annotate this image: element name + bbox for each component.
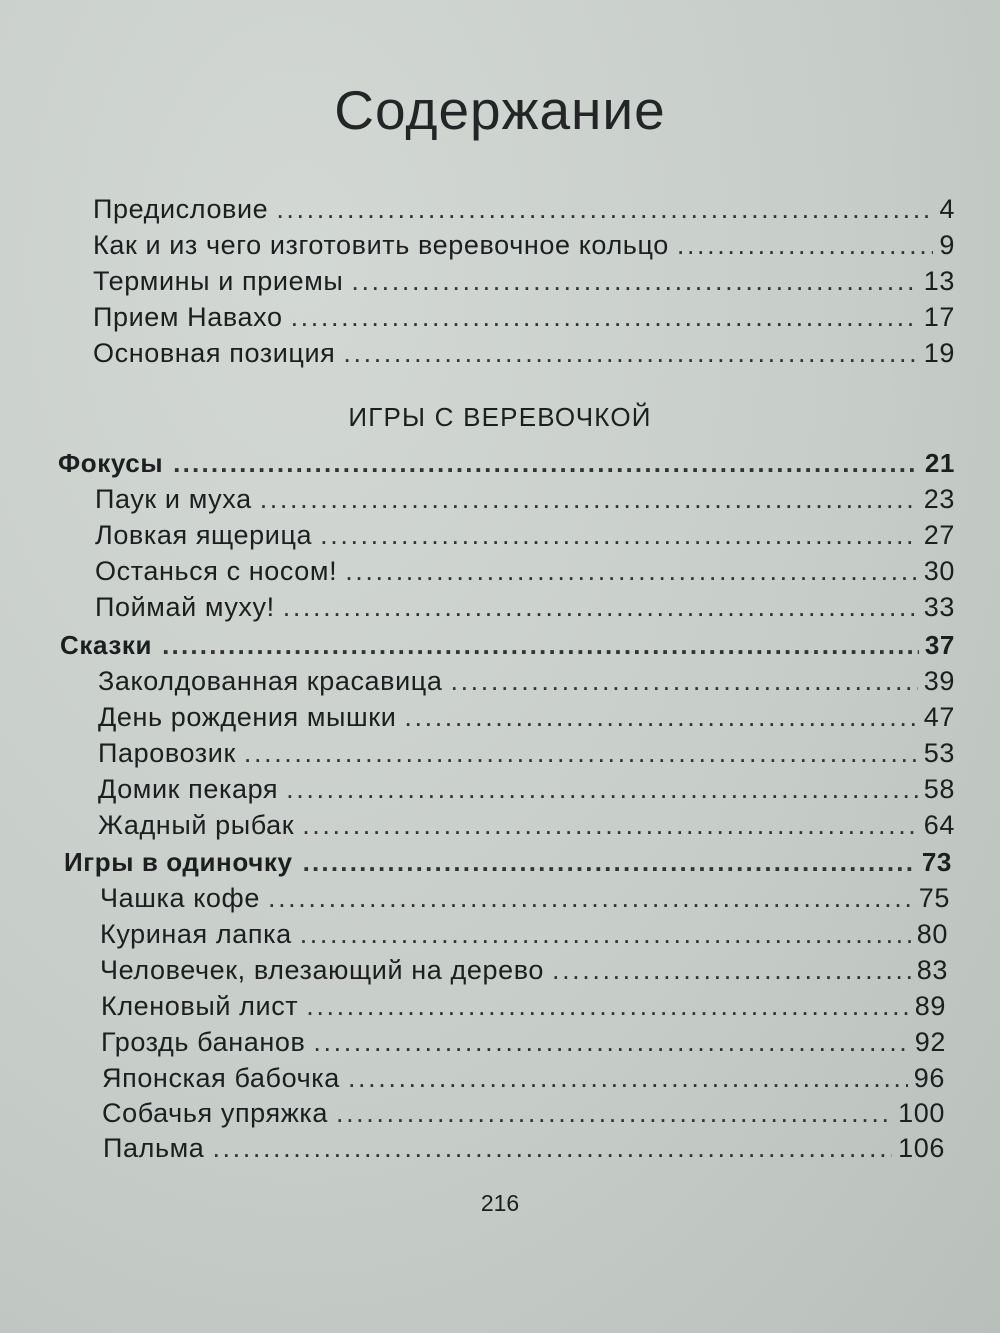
toc-entry-label: Японская бабочка	[102, 1063, 340, 1093]
toc-entry-label: Чашка кофе	[100, 883, 260, 913]
toc-entry-page: 9	[939, 230, 955, 260]
toc-entry-page: 27	[923, 520, 955, 550]
dot-leader	[677, 232, 934, 259]
toc-entry-page: 83	[916, 955, 948, 985]
dot-leader	[291, 304, 918, 331]
toc-entry-page: 47	[923, 702, 955, 732]
dot-leader	[552, 957, 911, 984]
toc-entry-label: Останься с носом!	[95, 556, 338, 586]
dot-leader	[302, 812, 918, 839]
toc-section-label: Фокусы	[58, 448, 164, 478]
toc-entry	[103, 1135, 945, 1167]
dot-leader	[313, 1029, 908, 1056]
toc-entry-label: Домик пекаря	[98, 774, 279, 804]
toc-section-label: Сказки	[60, 630, 153, 660]
toc-entry-page: 89	[914, 991, 946, 1021]
toc-entry-label: Паровозик	[98, 738, 236, 768]
toc-entry	[93, 232, 955, 264]
toc-entry-label: Ловкая ящерица	[95, 520, 313, 550]
toc-entry-page: 4	[939, 194, 955, 224]
toc-entry-label: Жадный рыбак	[98, 810, 295, 840]
toc-entry-page: 17	[923, 302, 955, 332]
dot-leader	[268, 885, 913, 912]
dot-leader	[348, 1065, 908, 1092]
toc-entry-page: 23	[923, 484, 955, 514]
toc-entry	[95, 594, 955, 626]
toc-entry-page: 53	[923, 738, 955, 768]
toc-entry-page: 64	[923, 810, 955, 840]
toc-entry-label: Основная позиция	[93, 338, 336, 368]
toc-entry	[102, 1065, 945, 1097]
dot-leader	[345, 558, 918, 585]
toc-entry-label: Гроздь бананов	[101, 1027, 306, 1057]
dot-leader	[286, 776, 918, 803]
toc-entry	[93, 268, 955, 300]
toc-entry	[93, 340, 955, 372]
toc-entry-page: 39	[923, 666, 955, 696]
dot-leader	[212, 1135, 892, 1162]
toc-entry-label: День рождения мышки	[98, 702, 397, 732]
toc-entry	[102, 1100, 945, 1132]
toc-entry-label: Прием Навахо	[93, 302, 283, 332]
toc-entry-page: 58	[923, 774, 955, 804]
toc-entry	[98, 776, 955, 808]
dot-leader	[320, 522, 918, 549]
dot-leader	[283, 594, 918, 621]
toc-entry-page: 33	[923, 592, 955, 622]
dot-leader	[244, 740, 918, 767]
dot-leader	[336, 1100, 892, 1127]
toc-entry	[98, 668, 955, 700]
dot-leader	[260, 486, 918, 513]
toc-entry	[93, 304, 955, 336]
toc-entry-label: Поймай муху!	[95, 592, 275, 622]
dot-leader	[276, 196, 933, 223]
dot-leader	[450, 668, 917, 695]
toc-entry-label: Термины и приемы	[93, 266, 344, 296]
toc-entry-label: Пальма	[103, 1133, 205, 1163]
toc-entry	[98, 704, 955, 736]
toc-entry-label: Человечек, влезающий на дерево	[100, 955, 544, 985]
toc-entry-page: 19	[923, 338, 955, 368]
toc-entry	[100, 957, 948, 989]
toc-entry-page: 96	[913, 1063, 945, 1093]
toc-section-page: 37	[924, 630, 955, 660]
dot-leader	[306, 993, 909, 1020]
page-number: 216	[480, 1190, 520, 1216]
dot-leader	[351, 268, 917, 295]
toc-entry	[95, 558, 955, 590]
dot-leader	[173, 450, 919, 476]
section-heading: ИГРЫ С ВЕРЕВОЧКОЙ	[348, 402, 652, 432]
toc-entry-label: Собачья упряжка	[102, 1098, 328, 1128]
toc-entry	[95, 522, 955, 554]
toc-section-entry	[64, 849, 952, 881]
dot-leader	[343, 340, 917, 367]
toc-section-page: 73	[921, 847, 952, 877]
toc-entry	[98, 740, 955, 772]
toc-entry	[93, 196, 955, 228]
toc-entry-page: 75	[918, 883, 950, 913]
toc-entry-label: Кленовый лист	[101, 991, 299, 1021]
toc-section-entry	[58, 450, 955, 482]
toc-entry	[95, 486, 955, 518]
dot-leader	[300, 921, 911, 948]
toc-entry	[100, 921, 948, 953]
toc-entry	[100, 885, 950, 917]
toc-entry-page: 13	[923, 266, 955, 296]
toc-entry-page: 100	[898, 1098, 945, 1128]
toc-entry-page: 80	[916, 919, 948, 949]
toc-entry-label: Куриная лапка	[100, 919, 292, 949]
toc-entry	[101, 993, 946, 1025]
page-title: Содержание	[334, 79, 666, 141]
toc-entry-page: 106	[898, 1133, 945, 1163]
toc-section-page: 21	[924, 448, 955, 478]
toc-section-label: Игры в одиночку	[64, 847, 293, 877]
dot-leader	[303, 849, 916, 875]
toc-section-entry	[60, 632, 955, 664]
dot-leader	[162, 632, 919, 658]
toc-entry-page: 92	[914, 1027, 946, 1057]
toc-entry-label: Предисловие	[93, 194, 269, 224]
toc-entry-label: Заколдованная красавица	[98, 666, 443, 696]
toc-entry	[101, 1029, 946, 1061]
dot-leader	[404, 704, 917, 731]
toc-entry-label: Как и из чего изготовить веревочное кольцо	[93, 230, 669, 260]
toc-entry-label: Паук и муха	[95, 484, 252, 514]
toc-entry	[98, 812, 955, 844]
toc-entry-page: 30	[923, 556, 955, 586]
